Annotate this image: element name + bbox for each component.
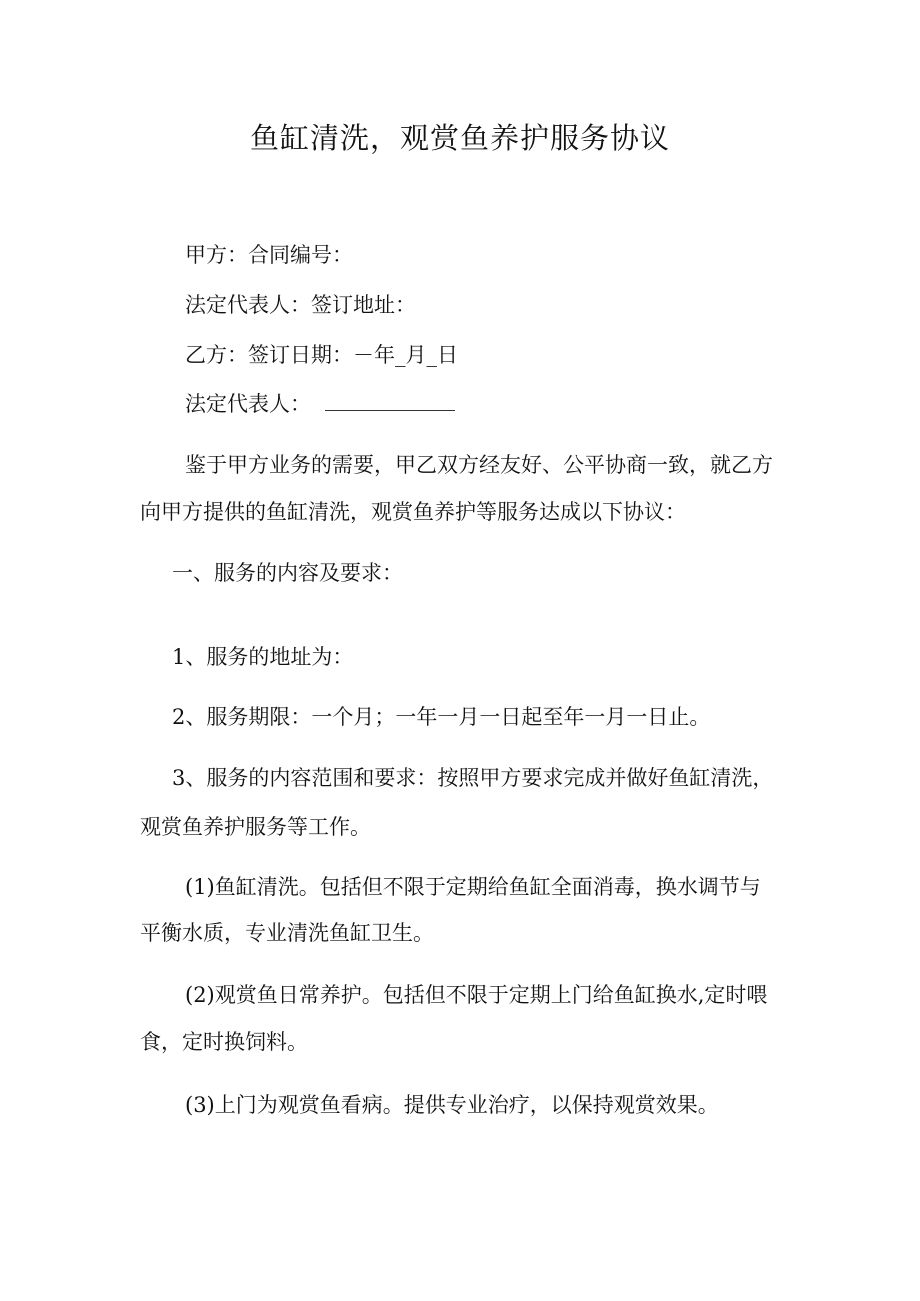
signature-blank-line [325, 388, 455, 411]
service-term-item: 2、服务期限：一个月；一年一月一日起至年一月一日止。 [172, 705, 711, 729]
subitem-2-line-2: 食，定时换饲料。 [140, 1030, 308, 1054]
subitem-2-line-1: (2)观赏鱼日常养护。包括但不限于定期上门给鱼缸换水,定时喂 [185, 983, 768, 1007]
document-title: 鱼缸清洗，观赏鱼养护服务协议 [249, 121, 670, 155]
section-1-heading: 一、服务的内容及要求： [172, 561, 403, 585]
party-b-representative-label: 法定代表人： [185, 392, 311, 416]
intro-paragraph-line-1: 鉴于甲方业务的需要，甲乙双方经友好、公平协商一致，就乙方 [185, 453, 773, 477]
service-scope-line-2: 观赏鱼养护服务等工作。 [140, 815, 371, 839]
intro-paragraph-line-2: 向甲方提供的鱼缸清洗，观赏鱼养护等服务达成以下协议： [140, 500, 686, 524]
service-scope-line-1: 3、服务的内容范围和要求：按照甲方要求完成并做好鱼缸清洗， [172, 766, 774, 790]
subitem-1-line-1: (1)鱼缸清洗。包括但不限于定期给鱼缸全面消毒，换水调节与 [185, 875, 761, 899]
party-a-line: 甲方：合同编号： [185, 243, 353, 267]
subitem-1-line-2: 平衡水质，专业清洗鱼缸卫生。 [140, 921, 434, 945]
party-b-line: 乙方：签订日期：－年_月_日 [185, 343, 458, 367]
subitem-3-line: (3)上门为观赏鱼看病。提供专业治疗，以保持观赏效果。 [185, 1093, 719, 1117]
party-a-representative-line: 法定代表人：签订地址： [185, 293, 416, 317]
party-b-representative-line [185, 388, 455, 419]
service-address-item: 1、服务的地址为： [172, 645, 354, 669]
